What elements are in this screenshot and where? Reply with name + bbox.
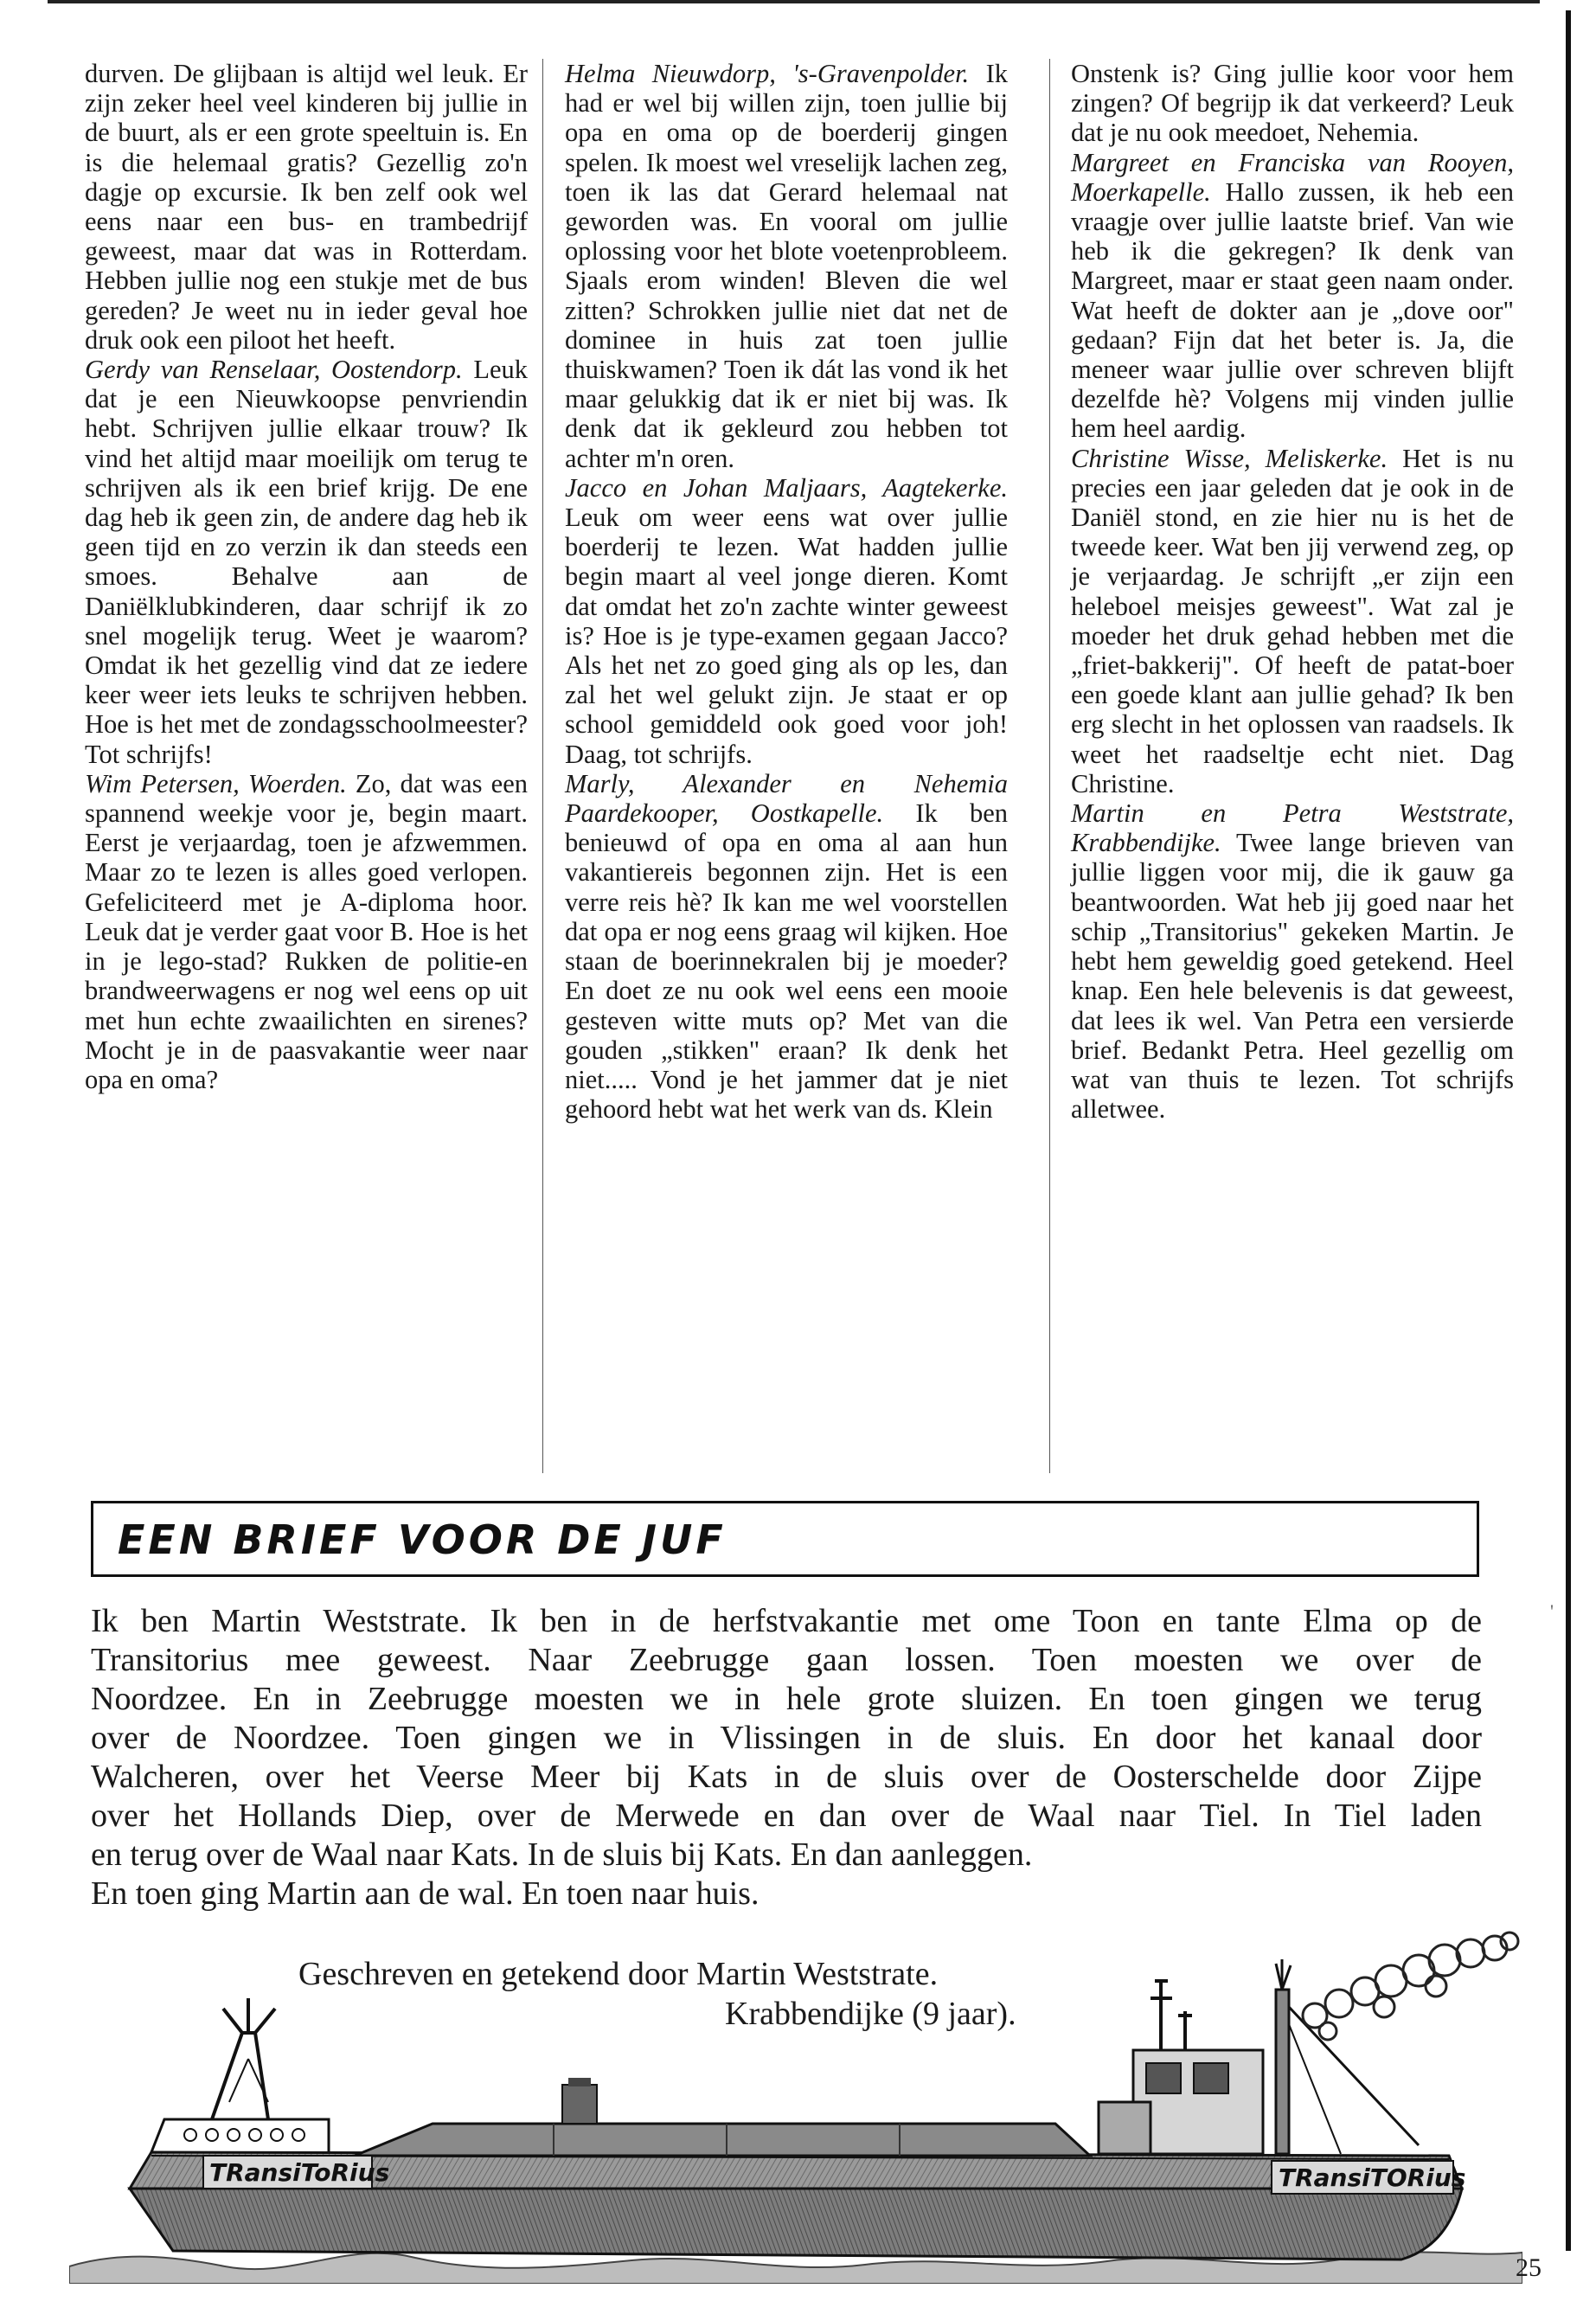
column-divider (542, 59, 543, 1473)
letter-reply (85, 59, 528, 355)
letter-line: over het Hollands Diep, over de Merwede en dan over de Waal naar Tiel. In Tiel laden (91, 1798, 1482, 1834)
letter-line: Ik ben Martin Weststrate. Ik ben in de herfstvakantie met ome Toon en tante Elma op de (91, 1603, 1482, 1639)
reply-text: Hallo zussen, ik heb een vraagje over jullie laatste brief. Van wie heb ik die gekregen? Ik denk van Margreet, maar er staat geen naam onder. Wat heeft de dokter aan je „dove oor" gedaan? Fijn dat het beter is. Ja, die meneer waar jullie over schreven blijft dezelfde hè? Volgens mij vinden jullie hem heel aardig. (1071, 176, 1515, 444)
correspondent-name: Wim Petersen, Woerden. (85, 768, 347, 798)
letter-reply (85, 769, 528, 1094)
reply-text: Ik had er wel bij willen zijn, toen jullie bij opa en oma op de boerderij gingen spelen. Ik moest wel vreselijk lachen zeg, toen ik las dat Gerard helemaal nat geworden was. En vooral om jullie oplossing voor het blote voetenprobleem. Sjaals erom winden! Bleven die wel zitten? Schrokken jullie niet dat net de dominee in huis zat toen jullie thuiskwamen? Toen ik dát las vond ik het maar gelukkig dat ik er niet bij was. Ik denk dat ik gekleurd zou hebben tot achter m'n oren. (565, 59, 1008, 473)
correspondent-name: Helma Nieuwdorp, 's-Gravenpolder. (565, 59, 970, 88)
letter-line: Transitorius mee geweest. Naar Zeebrugge gaan lossen. Toen moesten we over de (91, 1642, 1482, 1678)
cargo-hold (355, 2124, 1090, 2156)
letter-reply (1071, 148, 1514, 444)
reply-text: Het is nu precies een jaar geleden dat je ook in de Daniël stond, en zie hier nu is het de tweede keer. Wat ben jij verwend zeg, op je verjaardag. Je schrijft „er zijn een heleboel meisjes geweest". Wat zal je moeder het druk gehad hebben met die „friet-bakkerij". Of heeft de patat-boer een goede klant aan jullie gehad? Ik ben erg slecht in het oplossen van raadsels. Ik weet het raadseltje echt niet. Dag Christine. (1071, 443, 1514, 798)
correspondent-name: Gerdy van Renselaar, Oostendorp. (85, 355, 463, 385)
correspondent-name: Jacco en Johan Maljaars, Aagtekerke. (565, 472, 1008, 503)
correspondent-name: Margreet en Franciska van Rooyen, Moerkapelle. (1071, 147, 1514, 207)
reply-text: Twee lange brieven van jullie liggen voor mij, die ik gauw ga beantwoorden. Wat heb jij goed naar het schip „Transitorius" gekeken Martin. Je hebt hem geweldig goed getekend. Heel knap. Een hele belevenis is dat geweest, dat lees ik wel. Van Petra een versierde brief. Bedankt Petra. Heel gezellig om wat van thuis te lezen. Tot schrijfs alletwee. (1071, 828, 1514, 1125)
correspondent-name: Martin en Petra Weststrate, Krabbendijke. (1071, 798, 1514, 858)
section-title: EEN BRIEF VOOR DE JUF (118, 1516, 727, 1563)
text-column-3 (1071, 59, 1514, 1124)
signature-place-age: Krabbendijke (9 jaar). (725, 1996, 1016, 2032)
top-rule (48, 0, 1540, 3)
text-column-1 (85, 59, 528, 1094)
childs-letter (91, 1602, 1482, 1913)
letter-line: en terug over de Waal naar Kats. In de sluis bij Kats. En dan aanleggen. (91, 1836, 1033, 1873)
ship-hull (130, 2189, 1462, 2259)
letter-line: Walcheren, over het Veerse Meer bij Kats in de sluis over de Oosterschelde door Zijpe (91, 1759, 1482, 1795)
section-banner (91, 1501, 1479, 1577)
correspondent-name: Marly, Alexander en Nehemia Paardekooper, Oostkapelle. (565, 768, 1008, 829)
reply-text: Ik ben benieuwd of opa en oma al aan hun vakantiereis begonnen zijn. Het is een verre reis hè? Ik kan me wel voorstellen dat opa er nog eens graag wil kijken. Hoe staan de boerinnekralen bij je moeder? En doet ze nu ook wel eens een mooie gesteven witte muts op? Met van die gouden „stikken" eraan? Ik denk het niet..... Vond je het jammer dat je niet gehoord hebt wat het werk van ds. Klein (565, 798, 1009, 1125)
letter-reply (1071, 798, 1514, 1124)
smoke-puffs (1303, 1932, 1518, 2040)
letter-reply (565, 59, 1008, 473)
reply-text: Leuk om weer eens wat over jullie boerderij te lezen. Wat hadden jullie begin maart al veel jonge dieren. Komt dat omdat het zo'n zachte winter geweest is? Hoe is je type-examen gegaan Jacco? Als het net zo goed ging als op les, dan zal het wel gelukt zijn. Je staat er op school gemiddeld ook goed voor joh! Daag, tot schrijfs. (565, 503, 1008, 769)
correspondent-name: Christine Wisse, Meliskerke. (1071, 443, 1388, 473)
letter-reply (85, 355, 528, 769)
stern-crane (1276, 1990, 1289, 2154)
signature-line: Geschreven en getekend door Martin Weststrate. (298, 1956, 939, 1992)
letter-line: En toen ging Martin aan de wal. En toen naar huis. (91, 1875, 760, 1912)
letter-reply (1071, 444, 1514, 798)
column-divider (1049, 59, 1050, 1473)
ship-name-stern: TRansiTORius (1279, 2163, 1466, 2192)
letter-line: over de Noordzee. Toen gingen we in Vlissingen in de sluis. En door het kanaal door (91, 1720, 1482, 1756)
ship-name-bow: TRansiToRius (209, 2158, 390, 2187)
reply-text: Leuk dat je een Nieuwkoopse penvriendin hebt. Schrijven jullie elkaar trouw? Ik vind het altijd maar moeilijk om terug te schrijven als ik een brief krijg. De ene dag heb ik geen zin, de andere dag heb ik geen tijd en zo verzin ik dan steeds een smoes. Behalve aan de Daniëlklubkinderen, daar schrijf ik zo snel mogelijk terug. Weet je waarom? Omdat ik het gezellig vind dat ze iedere keer weer iets leuks te schrijven hebben. Hoe is het met de zondagsschoolmeester? Tot schrijfs! (85, 355, 528, 769)
letter-line: Noordzee. En in Zeebrugge moesten we in hele grote sluizen. En toen gingen we terug (91, 1681, 1482, 1717)
letter-reply (565, 769, 1008, 1124)
reply-text: Onstenk is? Ging jullie koor voor hem zingen? Of begrijp ik dat verkeerd? Leuk dat je nu ook meedoet, Nehemia. (1071, 59, 1514, 148)
letter-reply (565, 473, 1008, 769)
right-margin-bar (1566, 10, 1571, 2251)
reply-text: Zo, dat was een spannend weekje voor je, begin maart. Eerst je verjaardag, toen je afzwemmen. Maar zo te lezen is alles goed verlopen. Gefeliciteerd met je A-diploma hoor. Leuk dat je verder gaat voor B. Hoe is het in je lego-stad? Rukken de politie-en brandweerwagens er nog wel eens op uit met hun echte zwaailichten en sirenes? Mocht je in de paasvakantie weer naar opa en oma? (85, 768, 528, 1094)
page-number: 25 (1516, 2253, 1542, 2282)
reply-text: durven. De glijbaan is altijd wel leuk. Er zijn zeker heel veel kinderen bij jullie in de buurt, als er een grote speeltuin is. En is die helemaal gratis? Gezellig zo'n dagje op excursie. Ik ben zelf ook wel eens naar een bus- en trambedrijf geweest, maar dat was in Rotterdam. Hebben jullie nog een stukje met de bus gereden? Je weet nu in ieder geval hoe druk ook een piloot het heeft. (85, 59, 528, 355)
bow-railing (184, 2129, 304, 2141)
letter-reply (1071, 59, 1514, 148)
text-column-2 (565, 59, 1008, 1124)
margin-mark: ' (1550, 1600, 1554, 1622)
antenna (1151, 1981, 1192, 2050)
